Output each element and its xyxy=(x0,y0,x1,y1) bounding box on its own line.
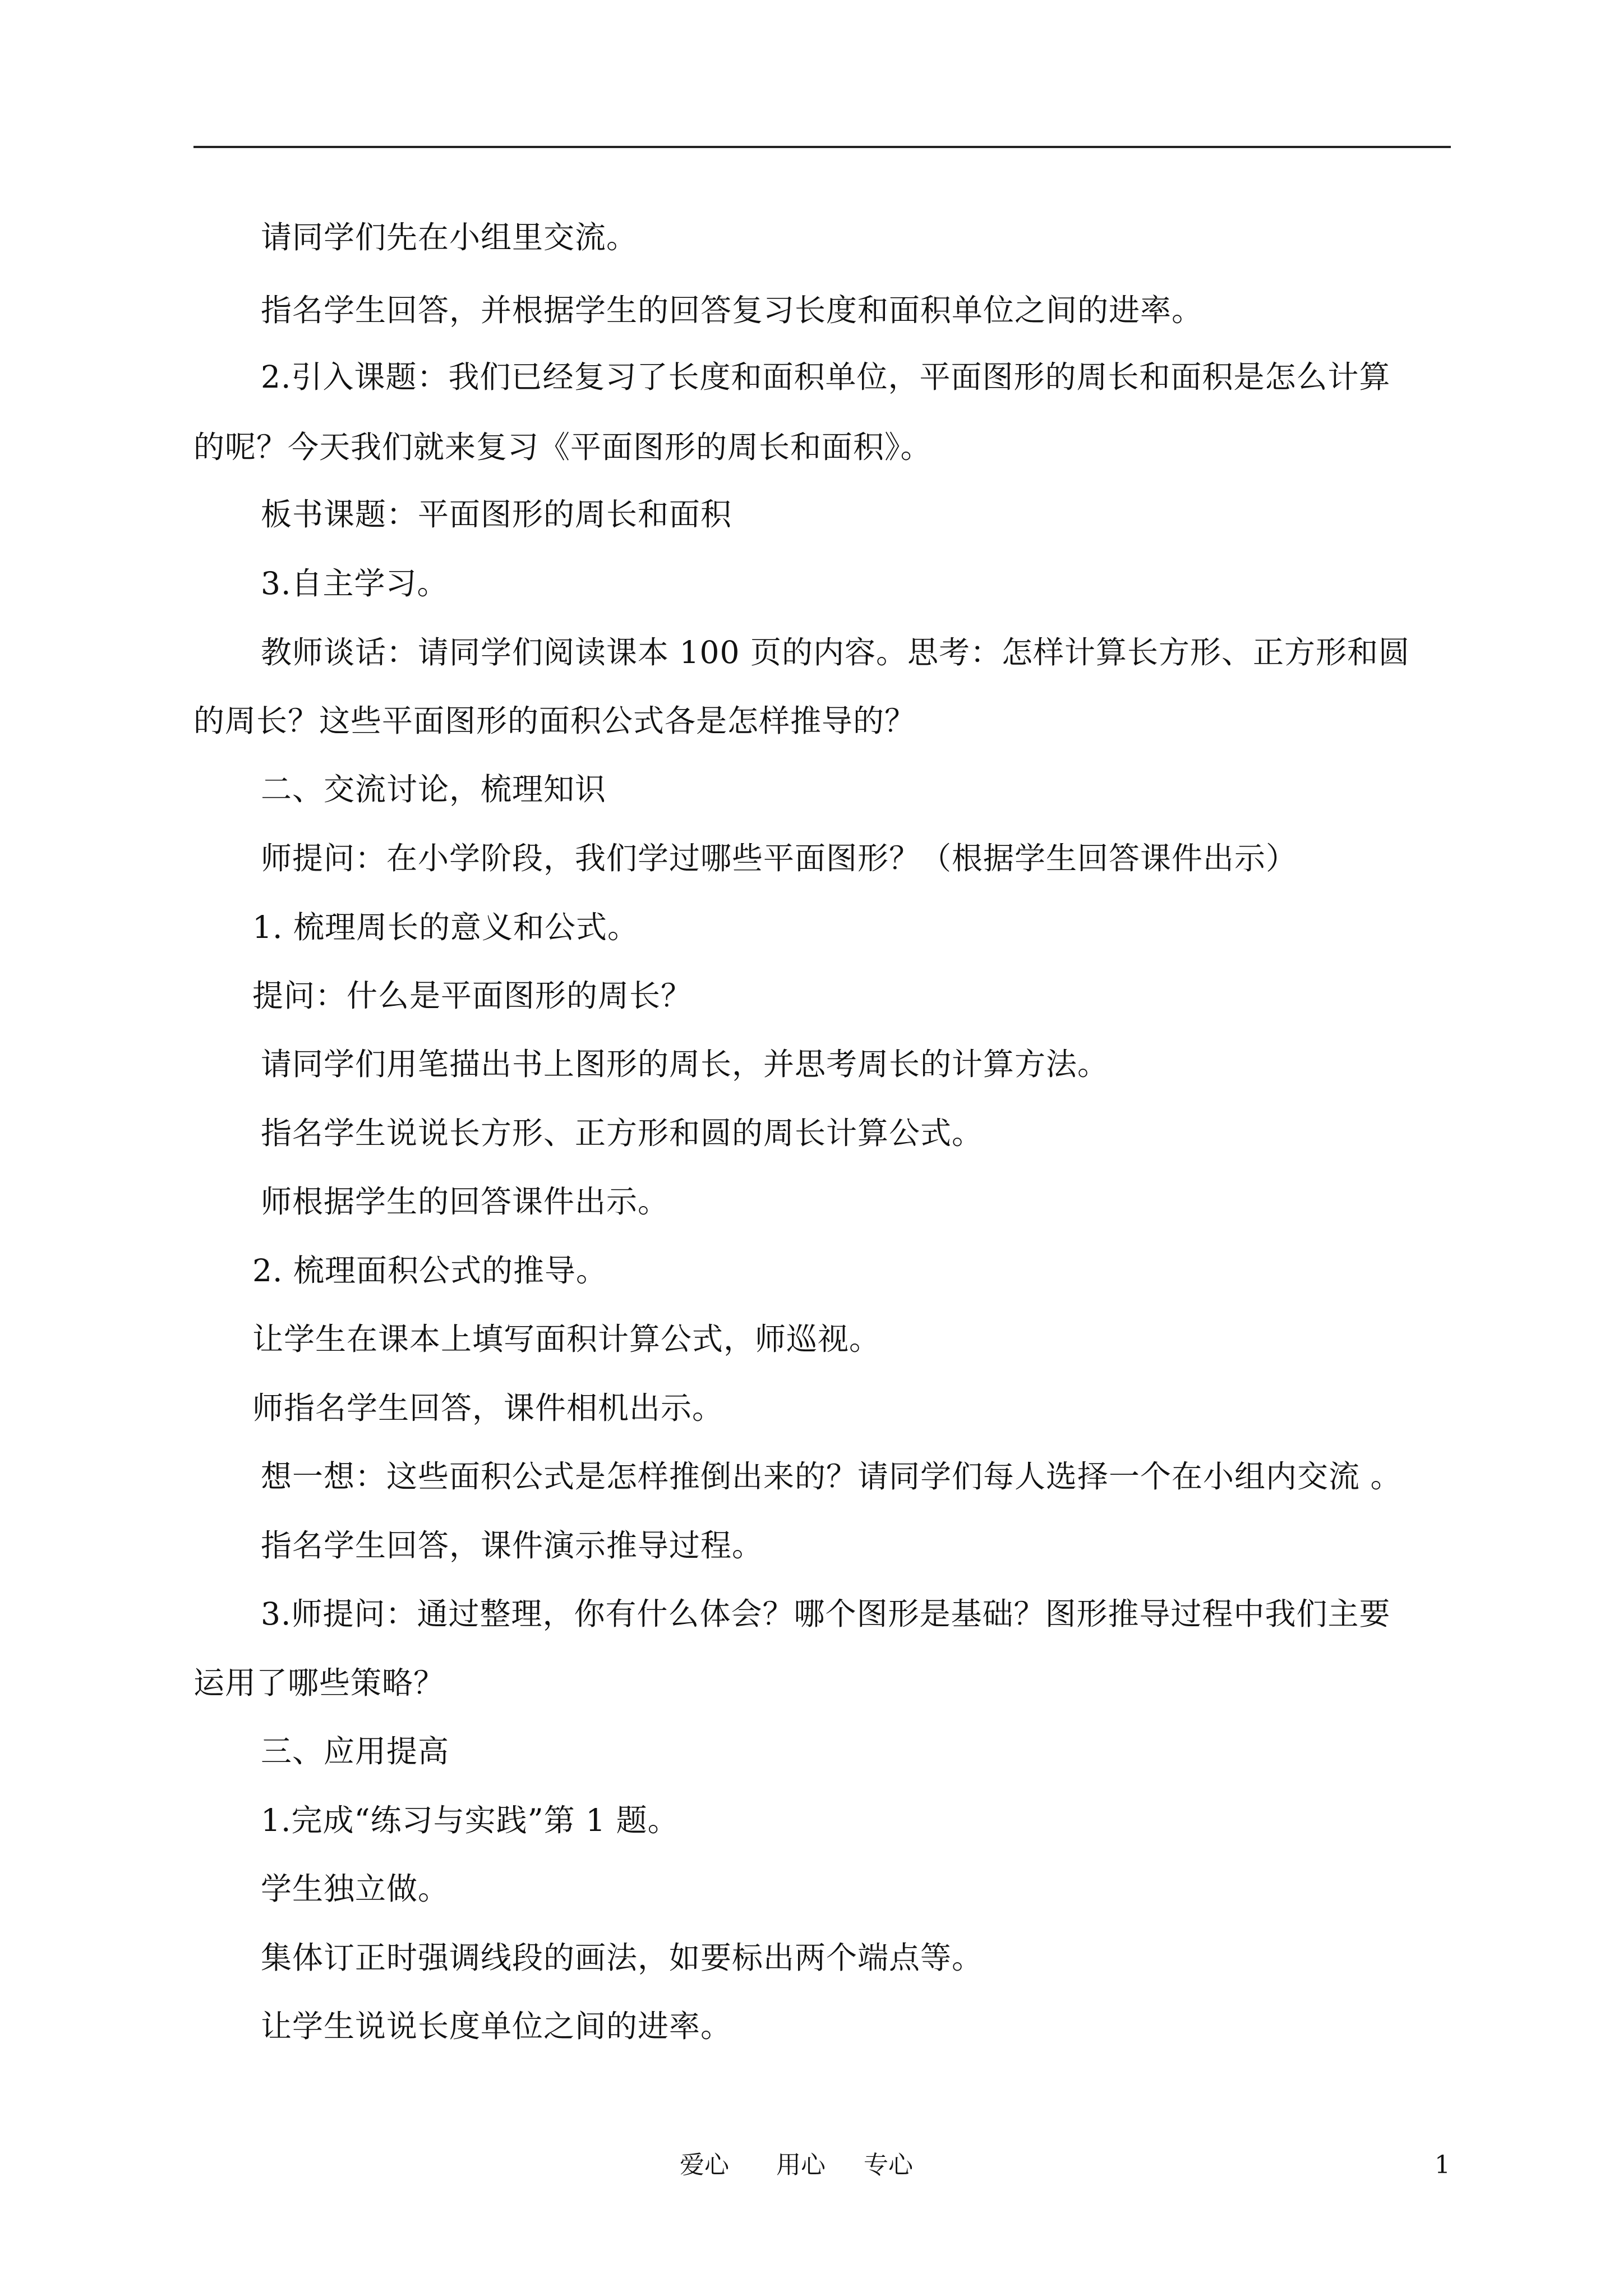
paragraph: 让学生在课本上填写面积计算公式，师巡视。 xyxy=(252,1321,881,1357)
footer-motto: 专心 xyxy=(864,2151,913,2179)
paragraph: 的呢？今天我们就来复习《平面图形的周长和面积》。 xyxy=(193,429,932,465)
paragraph: 指名学生回答，课件演示推导过程。 xyxy=(261,1527,764,1563)
paragraph: 3.师提问：通过整理，你有什么体会？哪个图形是基础？图形推导过程中我们主要 xyxy=(261,1596,1391,1632)
paragraph: 让学生说说长度单位之间的进率。 xyxy=(261,2008,732,2044)
paragraph: 运用了哪些策略？ xyxy=(193,1665,445,1701)
paragraph: 想一想：这些面积公式是怎样推倒出来的？请同学们每人选择一个在小组内交流 。 xyxy=(261,1458,1402,1494)
paragraph: 1.完成“练习与实践”第 1 题。 xyxy=(261,1802,679,1838)
paragraph: 板书课题：平面图形的周长和面积 xyxy=(261,496,732,532)
header-rule xyxy=(193,146,1451,148)
paragraph: 师根据学生的回答课件出示。 xyxy=(261,1184,670,1220)
paragraph: 师指名学生回答，课件相机出示。 xyxy=(252,1390,724,1426)
paragraph: 2.引入课题：我们已经复习了长度和面积单位，平面图形的周长和面积是怎么计算 xyxy=(261,359,1391,395)
paragraph: 请同学们先在小组里交流。 xyxy=(261,219,638,255)
paragraph: 请同学们用笔描出书上图形的周长，并思考周长的计算方法。 xyxy=(261,1046,1109,1082)
footer-motto: 用心 xyxy=(776,2151,826,2179)
paragraph: 提问：什么是平面图形的周长？ xyxy=(252,978,693,1014)
paragraph: 的周长？这些平面图形的面积公式各是怎样推导的？ xyxy=(193,703,916,739)
footer-motto: 爱心 xyxy=(680,2151,729,2179)
page-number: 1 xyxy=(1435,2151,1450,2179)
paragraph: 师提问：在小学阶段，我们学过哪些平面图形？（根据学生回答课件出示） xyxy=(261,840,1298,876)
paragraph: 教师谈话：请同学们阅读课本 100 页的内容。思考：怎样计算长方形、正方形和圆 xyxy=(261,634,1410,670)
paragraph: 指名学生回答，并根据学生的回答复习长度和面积单位之间的进率。 xyxy=(261,292,1204,328)
paragraph: 学生独立做。 xyxy=(261,1871,450,1907)
section-heading: 二、交流讨论，梳理知识 xyxy=(261,771,607,807)
paragraph: 集体订正时强调线段的画法，如要标出两个端点等。 xyxy=(261,1940,984,1976)
paragraph: 指名学生说说长方形、正方形和圆的周长计算公式。 xyxy=(261,1115,984,1151)
section-heading: 三、应用提高 xyxy=(261,1733,450,1769)
paragraph: 1. 梳理周长的意义和公式。 xyxy=(252,909,639,945)
paragraph: 3.自主学习。 xyxy=(261,565,449,601)
paragraph: 2. 梳理面积公式的推导。 xyxy=(252,1253,607,1289)
